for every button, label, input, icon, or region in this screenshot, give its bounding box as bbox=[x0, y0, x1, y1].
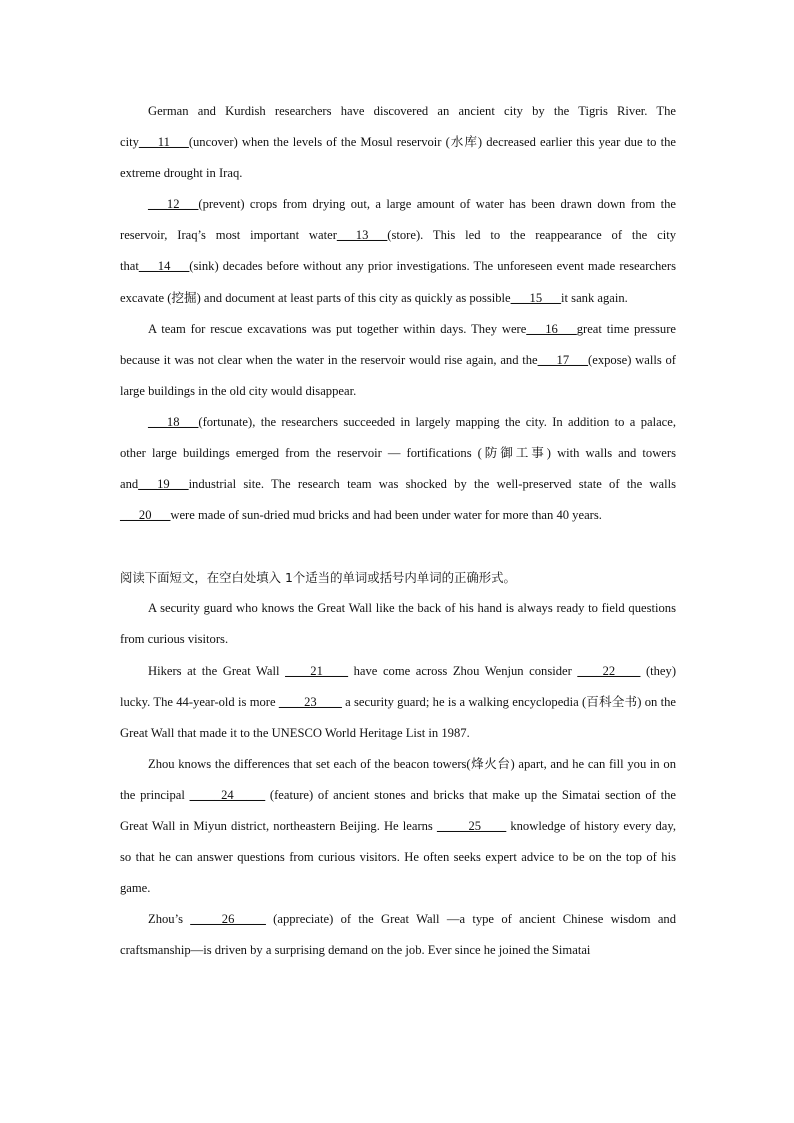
answer-blank: ___11___ bbox=[138, 135, 189, 150]
answer-blank: ___12___ bbox=[148, 197, 199, 212]
text-segment: were made of sun-dried mud bricks and had been under water for more than 40 years. bbox=[170, 508, 602, 523]
text-segment: (uncover) when the levels of the Mosul reservoir (水库) decreased earlier this year due to the extreme drought in Iraq. bbox=[120, 135, 676, 181]
answer-blank: ___13___ bbox=[336, 228, 388, 243]
passage1-paragraph-1 bbox=[120, 96, 676, 189]
text-segment: (prevent) crops from drying out, a large amount of water has been drawn down from the reservoir, Iraq’s most important water bbox=[120, 197, 676, 243]
text-segment: Zhou knows the differences that set each of the beacon towers(烽火台) apart, and he can fill you in on the principal bbox=[120, 756, 676, 802]
answer-blank: ___16___ bbox=[526, 321, 577, 336]
answer-blank: _____26_____ bbox=[190, 912, 266, 927]
answer-blank: ___15___ bbox=[510, 290, 562, 305]
passage2-paragraph-3 bbox=[120, 749, 676, 904]
text-segment: great time pressure because it was not clear when the water in the reservoir would rise again, and the bbox=[120, 321, 676, 367]
text-segment: A security guard who knows the Great Wall like the back of his hand is always ready to field questions from curious visitors. bbox=[120, 601, 676, 647]
answer-blank: ____21____ bbox=[285, 663, 349, 678]
text-segment: (fortunate), the researchers succeeded in largely mapping the city. In addition to a palace, other large buildings emerged from the reservoir — fortifications (防御工事) with walls and towers and bbox=[120, 414, 676, 492]
text-segment: Zhou’s bbox=[148, 912, 191, 927]
text-segment: A team for rescue excavations was put together within days. They were bbox=[148, 321, 527, 336]
text-segment: a security guard; he is a walking encyclopedia (百科全书) on the Great Wall that made it to the UNESCO World Heritage List in 1987. bbox=[120, 694, 677, 740]
answer-blank: ___17___ bbox=[537, 352, 589, 367]
text-segment: (feature) of ancient stones and bricks that make up the Simatai section of the Great Wall in Miyun district, northeastern Beijing. He learns bbox=[120, 787, 676, 833]
document-page bbox=[120, 96, 676, 966]
text-segment: Hikers at the Great Wall bbox=[148, 663, 286, 678]
passage2-paragraph-4 bbox=[120, 904, 676, 966]
text-segment: have come across Zhou Wenjun consider bbox=[348, 663, 578, 678]
passage2-paragraph-2 bbox=[120, 656, 676, 749]
section-instruction: 阅读下面短文，在空白处填入 1个适当的单词或括号内单词的正确形式。 bbox=[120, 570, 516, 586]
answer-blank: ____22____ bbox=[577, 663, 641, 678]
text-segment: (expose) walls of large buildings in the old city would disappear. bbox=[120, 352, 676, 398]
passage1-paragraph-4 bbox=[120, 407, 676, 531]
text-segment: (sink) decades before without any prior investigations. The unforeseen event made researchers excavate (挖掘) and document at least parts of this city as quickly as possible bbox=[120, 259, 676, 305]
answer-blank: ___19___ bbox=[138, 477, 189, 492]
text-segment: (they) lucky. The 44-year-old is more bbox=[120, 663, 677, 709]
text-segment: (appreciate) of the Great Wall —a type of ancient Chinese wisdom and craftsmanship—is driven by a surprising demand on the job. Ever since he joined the Simatai bbox=[120, 912, 677, 958]
answer-blank: ___18___ bbox=[148, 414, 199, 429]
text-segment: industrial site. The research team was shocked by the well-preserved state of the walls bbox=[188, 477, 676, 492]
text-segment: knowledge of history every day, so that he can answer questions from curious visitors. He often seeks expert advice to be on the top of his game. bbox=[120, 818, 676, 896]
passage1-paragraph-2 bbox=[120, 189, 676, 313]
answer-blank: ___14___ bbox=[138, 259, 190, 274]
text-segment: (store). This led to the reappearance of the city that bbox=[120, 228, 676, 274]
passage1-paragraph-3 bbox=[120, 314, 676, 407]
answer-blank: ___20___ bbox=[120, 508, 171, 523]
passage2-paragraph-1 bbox=[120, 593, 676, 655]
section-spacer bbox=[120, 531, 676, 562]
answer-blank: _____25____ bbox=[436, 818, 507, 833]
text-segment: German and Kurdish researchers have discovered an ancient city by the Tigris River. The city bbox=[120, 104, 676, 150]
answer-blank: ____23____ bbox=[278, 694, 342, 709]
answer-blank: _____24_____ bbox=[189, 787, 266, 802]
text-segment: it sank again. bbox=[561, 290, 628, 305]
